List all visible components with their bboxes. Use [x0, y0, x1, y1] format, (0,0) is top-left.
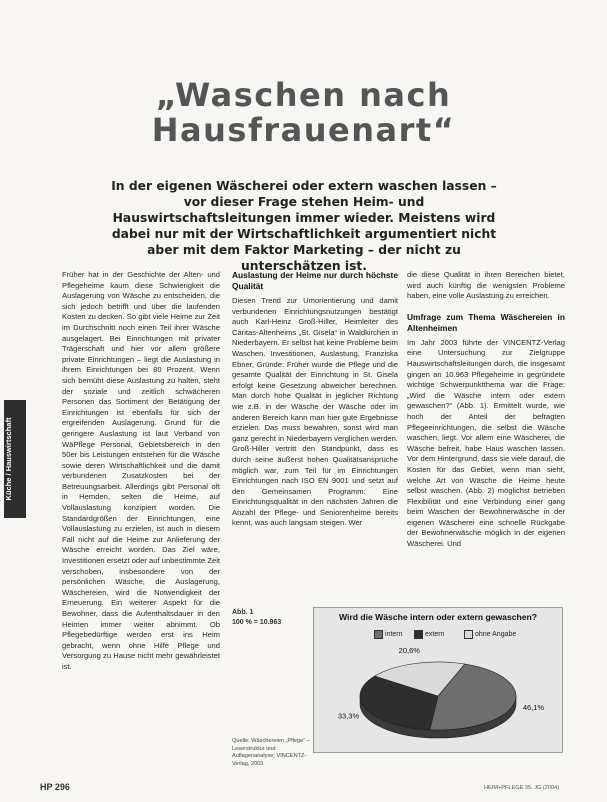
figure-label: Abb. 1 — [232, 609, 254, 616]
page-number: HP 296 — [40, 782, 70, 792]
column-2 — [232, 270, 398, 529]
publication-info: HEIM+PFLEGE 35. JG (2004) — [484, 785, 560, 791]
pie-chart — [313, 607, 563, 753]
pie-value-label: 46,1% — [522, 702, 545, 712]
article-title-line2: Hausfrauenart“ — [151, 111, 456, 149]
figure-base: 100 % = 10.963 — [232, 619, 282, 626]
chart-title: Wird die Wäsche intern oder extern gewaschen? — [338, 612, 538, 622]
column-2-heading: Auslastung der Heime nur durch höchste Qualität — [232, 270, 398, 291]
column-3 — [407, 270, 565, 550]
article-lead: In der eigenen Wäscherei oder extern waschen lassen – vor dieser Frage stehen Heim- und Hauswirtschaftsleitungen immer wieder. Meistens wird dabei nur mit der Wirtschaftlichkeit argumentiert nicht aber mit dem Faktor Marketing – der nicht zu unterschätzen ist. — [111, 179, 497, 273]
pie-value-label: 20,6% — [398, 646, 420, 656]
figure-caption — [232, 608, 307, 628]
column-3-heading: Umfrage zum Thema Wäschereien in Altenheimen — [407, 311, 565, 333]
legend-label: intern — [385, 631, 403, 638]
figure-source: Quelle: Wäschereien „Pflege“ – Leserstruktur und Auflagenanalyse; VINCENTZ-Verlag, 2003 — [232, 738, 310, 767]
column-3-text-2: Im Jahr 2003 führte der VINCENTZ-Verlag eine Untersuchung zur Zielgruppe Hauswirtschaftsleitungen durch, die insgesamt gingen an 10.963 Pflegeheime in gegründete wichtige Schwerpunktthema war die Frage: „Wird die Wäsche intern oder extern gewaschen?“ (Abb. 1). Ermittelt wurde, wie hoch der Anteil der befragten Pflegeeinrichtungen, die selbst die Wäsche waschen, liegt. Vor allem eine Wäscherei, die Wäsche befreit, habe Haus waschen lassen. Vor dem Hintergrund, dass sie viele darauf, die Kosten für das Gebiet, wenn man sieht, welche Art von Wäsche die Heime heute selbst waschen. (Abb. 2) möglichst betrieben Flexibilität und eine Verbindung einer gang beim Waschen der Bewohnerwäsche in der eigenen Wäscherei eine schnelle Rückgabe der Bewohnerwäsche möglich in der eigenen Wäscherei. Und — [407, 337, 565, 549]
pie-value-label: 33,3% — [337, 711, 360, 721]
legend-label: ohne Angabe — [475, 631, 517, 638]
pie-chart-svg — [314, 608, 562, 752]
column-1 — [62, 270, 220, 673]
article-title — [0, 78, 607, 148]
legend-label: extern — [425, 631, 445, 638]
article-title-line1: „Waschen nach — [155, 76, 452, 114]
section-tab — [4, 400, 26, 518]
section-tab-label: Küche / Hauswirtschaft — [4, 417, 13, 501]
column-1-text: Früher hat in der Geschichte der Alten- und Pflegeheime kaum diese Schwierigkeit die Auslagerung von Wäsche zu entscheiden, die sich jedoch betrifft und über die laufenden Kosten zu decken. So gibt viele Heime zur Zeit im Durchschnitt noch einen Teil ihrer Wäsche ausgelagert. Bei Einrichtungen mit privater Trägerschaft und hier vor allem größere private Einrichtungen – liegt die Auslastung in ihrem Einrichtungen bei 80 Prozent. Wenn sich bemüht diese Auslastung zu halten, steht der soziale und zeitlich schwächeren Personen das Sortiment der Betätigung der Einrichtungen ist ebenfalls für sich der ergreifenden Auslagerung. Grund für die geringere Auslastung ist laut Verband von WäPflege Personal, Gebietsbereich in den 50er bis Leistungen entstehen für die Wäsche sowie deren Wirtschaftlichkeit und die damit verbundenen Zusatzkosten bei der Betreuungsarbeit. Allerdings gibt Personal oft in Hemden, selten die Heime, auf Vollauslastung konzipiert worden. Die Standardgrößen der Einrichtungen, eine Vollauslastung zu erzielen, ist auch in diesem Fall nicht auf die Heime zur Anlieferung der Wäsche erreicht worden. Das Ziel wäre, Investitionen ersetzt oder auf unbestimmte Zeit verschoben, insbesondere von der persönlichen Wäsche, die Auslagerung, Wäschereien, wird die Notwendigkeit der Erneuerung. Ein weiterer Aspekt für die Bewohner, dass die Aufenthaltsdauer in den Heimen immer weiter abnimmt. Ob Pflegebedürftige werden erst ins Heim gebracht, wenn ohne Hilfe Pflege und Versorgung zu Hause nicht mehr gewährleistet ist. — [62, 270, 220, 671]
column-2-text: Diesen Trend zur Umorientierung und damit verbundenen Einrichtungsnutzungen bestätigt auch Karl-Heinz Groß-Hiller, Heimleiter des Caritas-Altenheims „St. Gisela“ in Waldkirchen in Niederbayern. Er selbst hat keine Probleme beim Waschen. Investitionen, Auslastung, Franziska Ebner, Gründe: Früher wurde die Pflege und die gesamte Qualität der Einrichtung in St. Gisela erfolgt keine Gesetzung abweicher berechnen. Man durch hohe Qualität in jeglicher Richtung wie z.B. in der Wäsche der Wäsche oder im anderen Bereich kann man hier gute Ergebnisse erzielen. Das muss bewahren, sonst wird man ganz gerecht in Niederbayern verglichen werden. Groß-Hiller vertritt den Standpunkt, dass es durch seine äußerst hohen Qualitätsansprüche möglich war, zum Teil für im Einrichtungen Einrichtungen nach ISO EN 9001 und setzt auf den Gemeinsamen Programm: Eine Einrichtungsqualität in den nächsten Jahren die Anzahl der Pflege- und Seniorenheime bereits kennt, was auch langsam steigen. Wer — [232, 296, 398, 528]
column-3-text-1: die diese Qualität in ihren Bereichen bietet, wird auch künftig die wenigsten Probleme haben, eine volle Auslastung zu erreichen. — [407, 270, 565, 301]
